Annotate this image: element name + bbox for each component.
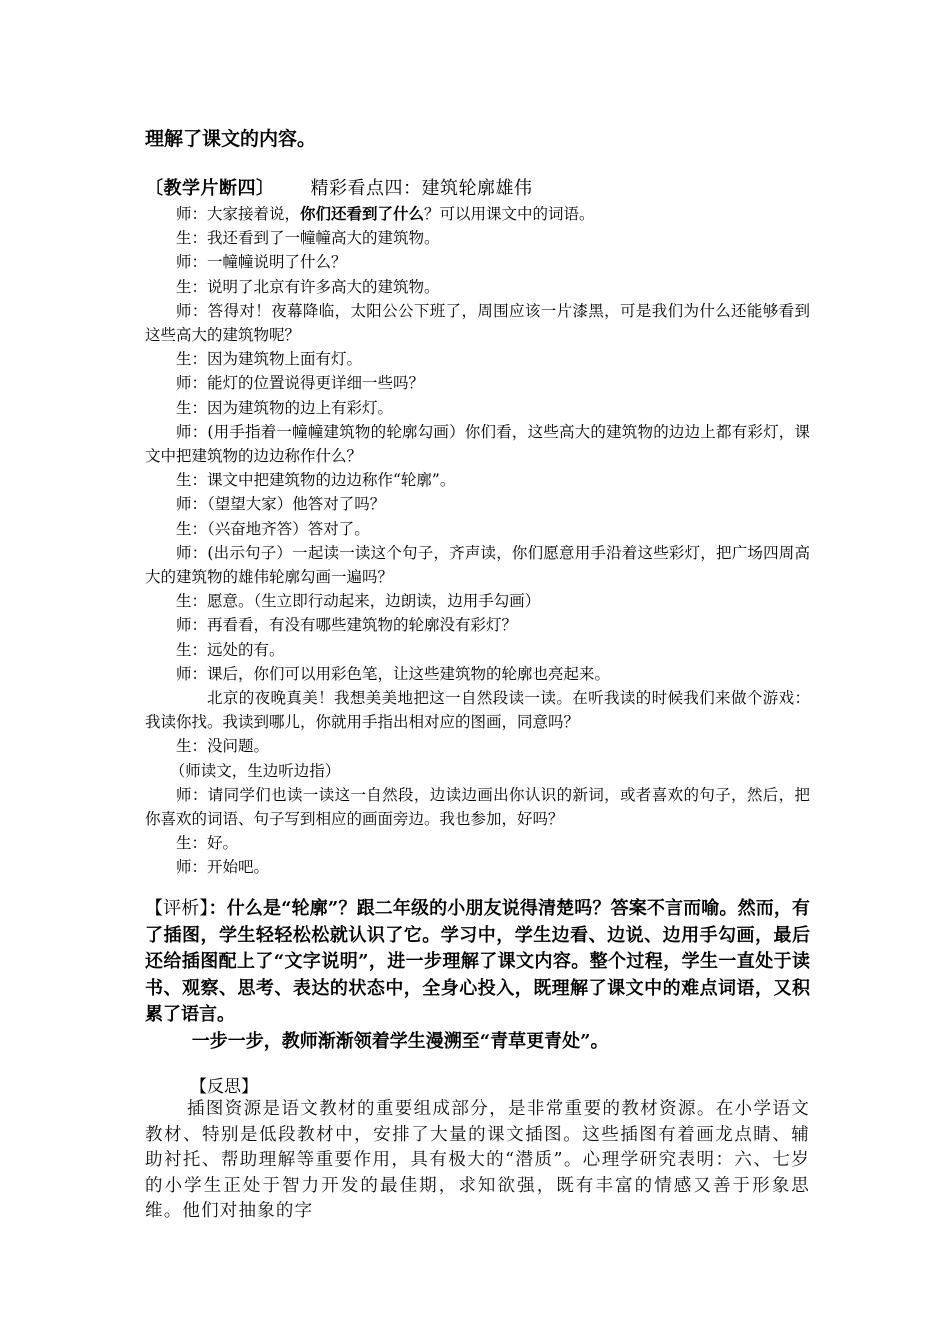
continuation-line: 理解了课文的内容。 bbox=[145, 128, 317, 150]
commentary bbox=[145, 896, 810, 1055]
reflection-body: 插图资源是语文教材的重要组成部分，是非常重要的教材资源。在小学语文教材、特别是低段教材中，安排了大量的课文插图。这些插图有着画龙点睛、辅助衬托、帮助理解等重要作用，具有极大的“潜质”。心理学研究表明：六、七岁的小学生正处于智力开发的最佳期，求知欲强，既有丰富的情感又善于形象思维。他们对抽象的字 bbox=[145, 1099, 810, 1222]
section-heading bbox=[145, 174, 810, 200]
commentary-tag: 【评析】 bbox=[145, 898, 209, 919]
dialog-line: 师：(出示句子）一起读一读这个句子，齐声读，你们愿意用手沿着这些彩灯，把广场四周高大的建筑物的雄伟轮廓勾画一遍吗？ bbox=[145, 543, 810, 587]
dialog-line: 生：没问题。 bbox=[176, 737, 270, 756]
reflection-heading: 【反思】 bbox=[190, 1077, 258, 1097]
dialog-line: 生：愿意。（生立即行动起来，边朗读，边用手勾画） bbox=[176, 592, 541, 611]
dialog-line: 师：请同学们也读一读这一自然段，边读边画出你认识的新词，或者喜欢的句子，然后，把你喜欢的词语、句子写到相应的画面旁边。我也参加，好吗？ bbox=[145, 785, 810, 829]
dialog-line: 师：课后，你们可以用彩色笔，让这些建筑物的轮廓也亮起来。 bbox=[176, 664, 611, 683]
dialog-line: 生：远处的有。 bbox=[176, 640, 285, 659]
section-label: 〔教学片断四〕 bbox=[145, 178, 275, 199]
dialog-line: 师：开始吧。 bbox=[176, 858, 270, 877]
dialog-line: 师：大家接着说，你们还看到了什么？可以用课文中的词语。 bbox=[176, 204, 595, 223]
dialog-line: 生：我还看到了一幢幢高大的建筑物。 bbox=[176, 229, 440, 248]
dialog-line: 师：答得对！夜幕降临，太阳公公下班了，周围应该一片漆黑，可是我们为什么还能够看到这些高大的建筑物呢？ bbox=[145, 301, 810, 345]
section-title: 精彩看点四：建筑轮廓雄伟 bbox=[310, 178, 533, 199]
dialog-line: 生：（兴奋地齐答）答对了。 bbox=[176, 519, 370, 538]
dialog-line: （师读文，生边听边指） bbox=[169, 761, 341, 780]
dialog-line: 生：说明了北京有许多高大的建筑物。 bbox=[176, 277, 440, 296]
commentary-body: 【评析】：什么是“轮廓”？跟二年级的小朋友说得清楚吗？答案不言而喻。然而，有了插图，学生轻轻松松就认识了它。学习中，学生边看、边说、边用手勾画，最后还给插图配上了“文字说明”，进一步理解了课文内容。整个过程，学生一直处于读书、观察、思考、表达的状态中，全身心投入，既理解了课文中的难点词语，又积累了语言。 bbox=[145, 898, 810, 1025]
dialog-line: 生：课文中把建筑物的边边称作“轮廓”。 bbox=[176, 471, 456, 490]
dialog-line: 师：再看看，有没有哪些建筑物的轮廓没有彩灯？ bbox=[176, 616, 518, 635]
dialog-line: 师：（望望大家）他答对了吗？ bbox=[176, 495, 386, 514]
dialog-line: 生：因为建筑物的边上有彩灯。 bbox=[176, 398, 394, 417]
dialog-line: 生：因为建筑物上面有灯。 bbox=[176, 350, 363, 369]
dialog-line: 师：(用手指着一幢幢建筑物的轮廓勾画）你们看，这些高大的建筑物的边边上都有彩灯，课文中把建筑物的边边称作什么？ bbox=[145, 422, 810, 466]
dialog-line: 师：能灯的位置说得更详细一些吗？ bbox=[176, 374, 425, 393]
dialogue-transcript bbox=[145, 202, 810, 880]
dialog-line: 北京的夜晚真美！我想美美地把这一自然段读一读。在听我读的时候我们来做个游戏：我读你找。我读到哪儿，你就用手指出相对应的图画，同意吗？ bbox=[145, 689, 810, 732]
commentary-closing: 一步一步，教师渐渐领着学生漫溯至“青草更青处”。 bbox=[191, 1030, 609, 1052]
dialog-line: 师：一幢幢说明了什么？ bbox=[176, 253, 347, 272]
dialog-line: 生：好。 bbox=[176, 834, 239, 853]
